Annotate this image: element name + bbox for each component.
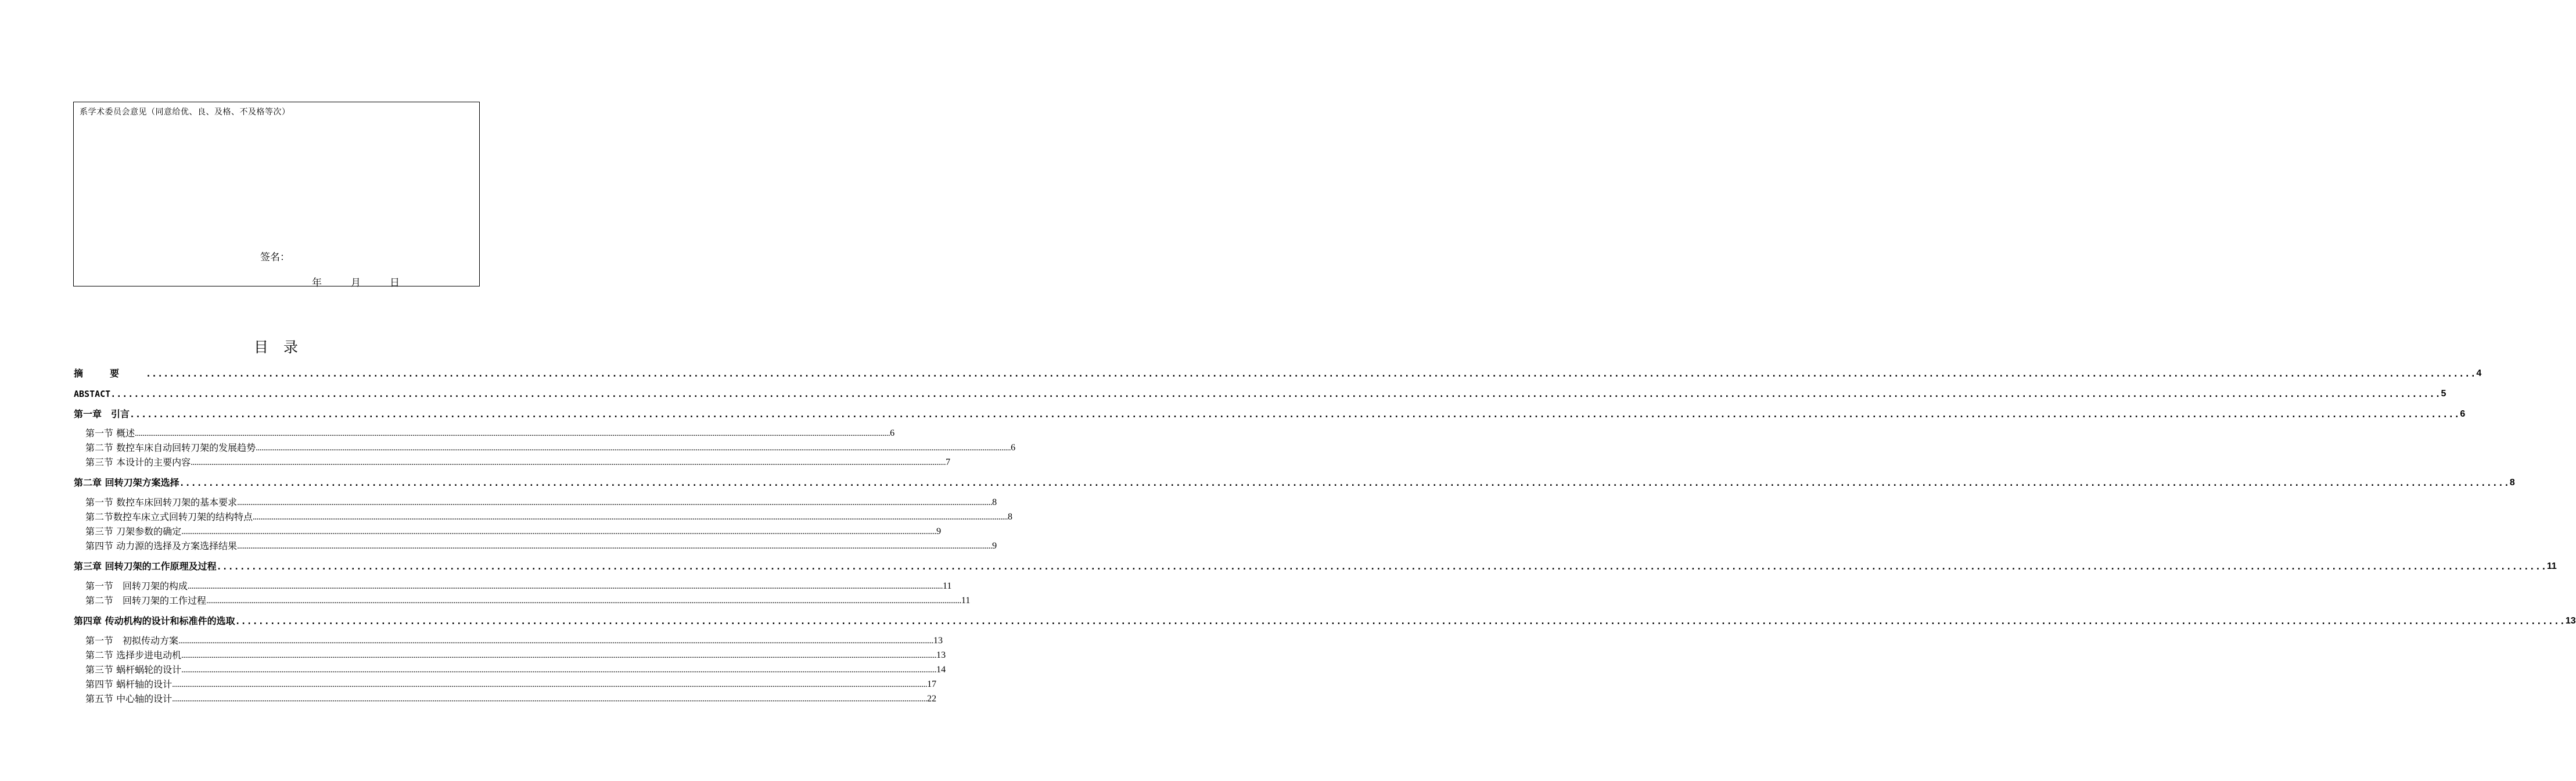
toc-entry-page: 14 [936,665,946,675]
toc-entry-section[interactable] [85,442,1016,454]
toc-entry-page: 11 [943,581,952,591]
toc-entry-section[interactable] [85,693,937,705]
toc-entry-page: 13 [936,650,946,660]
toc-entry-page: 17 [927,679,937,689]
toc-entry-section[interactable] [85,540,997,553]
toc-entry-label: 第二节数控车床立式回转刀架的结构特点 [85,511,253,522]
leader-dots: ................................................................................................................................................................................................................................................................................................................................................................................................................ [206,596,962,606]
toc-entry-label: 第二章 回转刀架方案选择 [74,477,179,488]
toc-entry-page: 7 [946,457,951,467]
date-month: 月 [351,277,361,289]
signature-label: 签名： [260,252,290,263]
toc-entry-page: 22 [927,694,937,704]
leader-dots: ................................................................................................................................................................................................................................................................................................................................................................................................................ [146,368,2477,379]
toc-entry-section[interactable] [85,678,937,691]
toc-entry-page: 6 [2460,409,2466,419]
date-day: 日 [390,277,400,289]
toc-entry-section[interactable] [85,496,997,509]
toc-entry-section[interactable] [85,594,971,607]
toc-entry-page: 8 [992,497,997,507]
toc-entry-section[interactable] [85,427,895,440]
toc-entry-page: 13 [933,636,943,646]
toc-entry-page: 6 [890,428,895,438]
date-year: 年 [312,277,322,289]
leader-dots: ................................................................................................................................................................................................................................................................................................................................................................................................................ [191,458,946,467]
toc-entry-section[interactable] [85,511,1013,524]
toc-entry-abstract-en[interactable] [74,388,2446,400]
toc-entry-page: 8 [2509,478,2515,488]
toc-entry-page: 8 [1008,512,1013,522]
toc-entry-page: 9 [936,526,942,536]
toc-entry-label: 第二节 选择步进电动机 [85,650,182,661]
toc-entry-label: 第二节 数控车床自动回转刀架的发展趋势 [85,442,256,453]
toc-entry-label: 第三节 本设计的主要内容 [85,457,191,468]
toc-entry-chapter-2[interactable] [74,477,2515,489]
toc-entry-label: 第三节 蜗杆蜗轮的设计 [85,664,182,675]
toc-entry-label: 第四节 蜗杆轴的设计 [85,679,173,690]
leader-dots: ................................................................................................................................................................................................................................................................................................................................................................................................................ [188,582,943,591]
leader-dots: ................................................................................................................................................................................................................................................................................................................................................................................................................ [235,616,2566,626]
toc-entry-page: 9 [992,541,997,551]
toc-entry-label: 第一节 回转刀架的构成 [85,581,188,592]
leader-dots: ................................................................................................................................................................................................................................................................................................................................................................................................................ [237,498,993,507]
toc-entry-label: 第四节 动力源的选择及方案选择结果 [85,540,238,551]
toc-entry-label: 第一节 概述 [85,428,135,439]
toc-entry-page: 11 [2546,561,2557,571]
leader-dots: ................................................................................................................................................................................................................................................................................................................................................................................................................ [178,636,934,646]
toc-entry-section[interactable] [85,635,943,647]
toc-entry-section[interactable] [85,580,952,593]
committee-opinion-box [73,102,480,289]
leader-dots: ................................................................................................................................................................................................................................................................................................................................................................................................................ [181,651,937,660]
toc-entry-abstract-cn[interactable] [74,367,2482,380]
toc-entry-label: 第三节 刀架参数的确定 [85,526,182,537]
toc-entry-section[interactable] [85,525,942,538]
leader-dots: ................................................................................................................................................................................................................................................................................................................................................................................................................ [216,561,2547,572]
toc-entry-chapter-3[interactable] [74,560,2557,573]
leader-dots: ................................................................................................................................................................................................................................................................................................................................................................................................................ [179,478,2510,488]
opinion-label: 系学术委员会意见（同意给优、良、及格、不及格等次） [80,108,290,117]
toc-entry-section[interactable] [85,649,946,662]
toc-entry-label: 第一章 引言 [74,409,130,420]
leader-dots: ................................................................................................................................................................................................................................................................................................................................................................................................................ [172,694,928,704]
toc-entry-label: 第五节 中心轴的设计 [85,693,173,704]
date-line [312,274,400,289]
leader-dots: ................................................................................................................................................................................................................................................................................................................................................................................................................ [237,542,993,551]
toc-entry-page: 6 [1011,443,1016,453]
toc-title: 目录 [253,339,313,356]
toc-entry-page: 11 [961,596,971,606]
leader-dots: ................................................................................................................................................................................................................................................................................................................................................................................................................ [130,409,2460,420]
leader-dots: ................................................................................................................................................................................................................................................................................................................................................................................................................ [172,680,928,689]
leader-dots: ................................................................................................................................................................................................................................................................................................................................................................................................................ [135,429,890,438]
toc-entry-label: 摘要 [74,368,146,379]
toc-entry-label: 第一节 初拟传动方案 [85,635,179,646]
leader-dots: ................................................................................................................................................................................................................................................................................................................................................................................................................ [256,443,1011,453]
toc-entry-chapter-1[interactable] [74,408,2466,421]
leader-dots: ................................................................................................................................................................................................................................................................................................................................................................................................................ [110,389,2441,399]
toc-entry-chapter-4[interactable] [74,615,2576,628]
leader-dots: ................................................................................................................................................................................................................................................................................................................................................................................................................ [253,513,1008,522]
toc-entry-section[interactable] [85,664,946,676]
toc-entry-page: 13 [2565,616,2576,626]
toc-entry-label: ABSTACT [74,389,111,399]
toc-entry-page: 5 [2441,389,2446,399]
toc-entry-label: 第四章 传动机构的设计和标准件的选取 [74,615,235,626]
leader-dots: ................................................................................................................................................................................................................................................................................................................................................................................................................ [181,665,937,675]
toc-entry-section[interactable] [85,456,951,469]
toc-entry-label: 第二节 回转刀架的工作过程 [85,595,207,606]
leader-dots: ................................................................................................................................................................................................................................................................................................................................................................................................................ [181,527,937,536]
toc-entry-label: 第一节 数控车床回转刀架的基本要求 [85,497,238,508]
toc-entry-label: 第三章 回转刀架的工作原理及过程 [74,561,217,572]
toc-entry-page: 4 [2476,368,2482,378]
